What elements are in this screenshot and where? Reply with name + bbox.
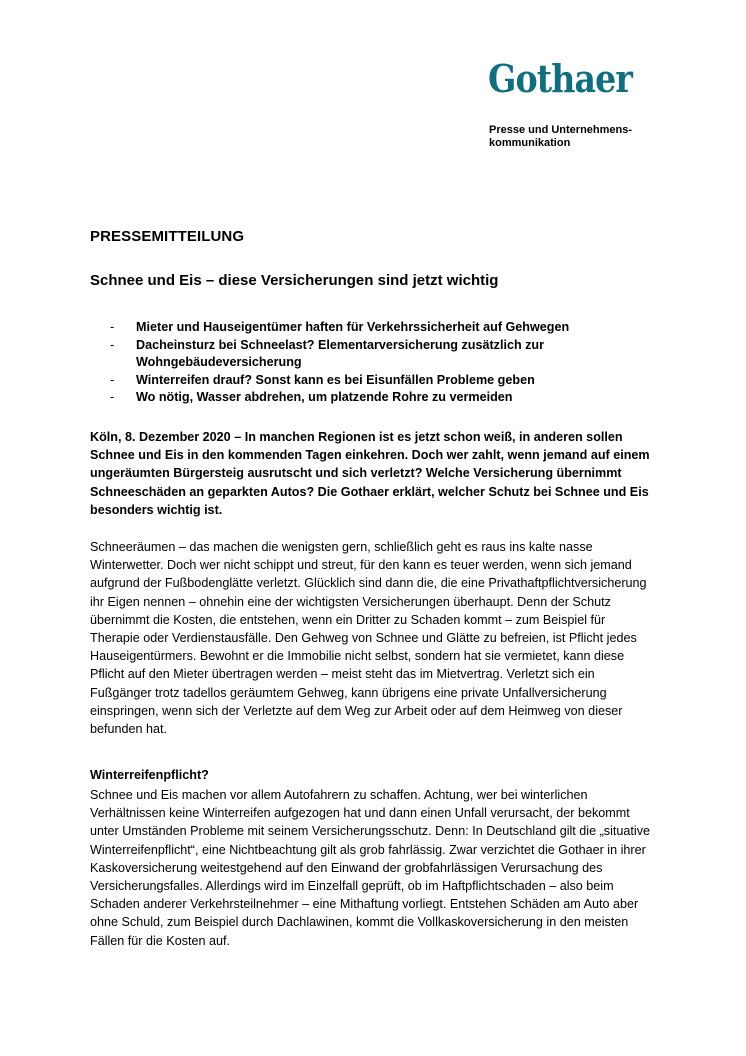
body-paragraph-1: Schneeräumen – das machen die wenigsten gern, schließlich geht es raus ins kalte nasse Winterwetter. Doch wer nicht schippt und streut, für den kann es teuer werden, wenn sich jemand aufgrund der Fußbodenglätte verletzt. Glücklich sind dann die, die eine Privathaftpflichtversicherung ihr Eigen nennen – ohnehin eine der wichtigsten Versicherungen überhaupt. Denn der Schutz übernimmt die Kosten, die entstehen, wenn ein Dritter zu Schaden kommt – zum Beispiel für Therapie oder Verdienstausfälle. Den Gehweg von Schnee und Glätte zu befreien, ist Pflicht jedes Hauseigentürmers. Bewohnt er die Immobilie nicht selbst, sondern hat sie vermietet, kann diese Pflicht auf den Mieter übertragen werden – meist steht das im Mietvertrag. Verletzt sich ein Fußgänger trotz tadellos geräumtem Gehweg, kann übrigens eine private Unfallversicherung einspringen, wenn sich der Verletzte auf dem Weg zur Arbeit oder auf dem Heimweg von dieser befunden hat. <box>90 540 647 737</box>
bullet-text: Wo nötig, Wasser abdrehen, um platzende Rohre zu vermeiden <box>136 390 513 404</box>
summary-bullet-list <box>90 319 650 407</box>
bullet-dash: - <box>110 320 115 334</box>
summary-bullet <box>90 319 650 337</box>
bullet-text: Mieter und Hauseigentümer haften für Verkehrssicherheit auf Gehwegen <box>136 320 570 334</box>
press-release-headline: Schnee und Eis – diese Versicherungen sind jetzt wichtig <box>90 272 499 289</box>
bullet-text: Dacheinsturz bei Schneelast? Elementarversicherung zusätzlich zur Wohngebäudeversicherung <box>136 337 545 369</box>
body-paragraph-2: Schnee und Eis machen vor allem Autofahrern zu schaffen. Achtung, wer bei winterlichen Verhältnissen keine Winterreifen aufgezogen hat und dann einen Unfall verursacht, der bekommt unter Umständen Probleme mit seinem Versicherungsschutz. Denn: In Deutschland gilt die „situative Winterreifenpflicht“, eine Nichtbeachtung gilt als grob fahrlässig. Zwar verzichtet die Gothaer in ihrer Kaskoversicherung weitestgehend auf den Einwand der grobfahrlässigen Verursachung des Versicherungsfalles. Allerdings wird im Einzelfall geprüft, ob im Haftpflichtschaden – also beim Schaden anderer Verkehrsteilnehmer – eine Mithaftung vorliegt. Entstehen Schäden am Auto aber ohne Schuld, zum Beispiel durch Dachlawinen, kommt die Vollkaskoversicherung in den meisten Fällen für die Kosten auf. <box>90 788 650 948</box>
gothaer-logo <box>486 56 636 102</box>
gothaer-logo-text: Gothaer <box>488 56 634 101</box>
bullet-dash: - <box>110 372 115 387</box>
bullet-dash: - <box>110 390 115 404</box>
bullet-dash: - <box>110 337 115 352</box>
gothaer-logo-mark <box>486 56 636 102</box>
summary-bullet <box>90 389 650 407</box>
lead-paragraph: Köln, 8. Dezember 2020 – In manchen Regionen ist es jetzt schon weiß, in anderen sollen Schnee und Eis in den kommenden Tagen einkehren. Doch wer zahlt, wenn jemand auf einem ungeräumten Bürgersteig ausrutscht und sich verletzt? Welche Versicherung übernimmt Schneeschäden an geparkten Autos? Die Gothaer erklärt, welcher Schutz bei Schnee und Eis besonders wichtig ist. <box>90 430 650 517</box>
document-type-label: PRESSEMITTEILUNG <box>90 228 245 245</box>
summary-bullet <box>90 372 650 390</box>
section-subheading: Winterreifenpflicht? <box>90 768 209 782</box>
bullet-text: Winterreifen drauf? Sonst kann es bei Eisunfällen Probleme geben <box>136 372 535 387</box>
summary-bullet <box>90 337 650 372</box>
department-label: Presse und Unternehmens- kommunikation <box>489 124 633 149</box>
